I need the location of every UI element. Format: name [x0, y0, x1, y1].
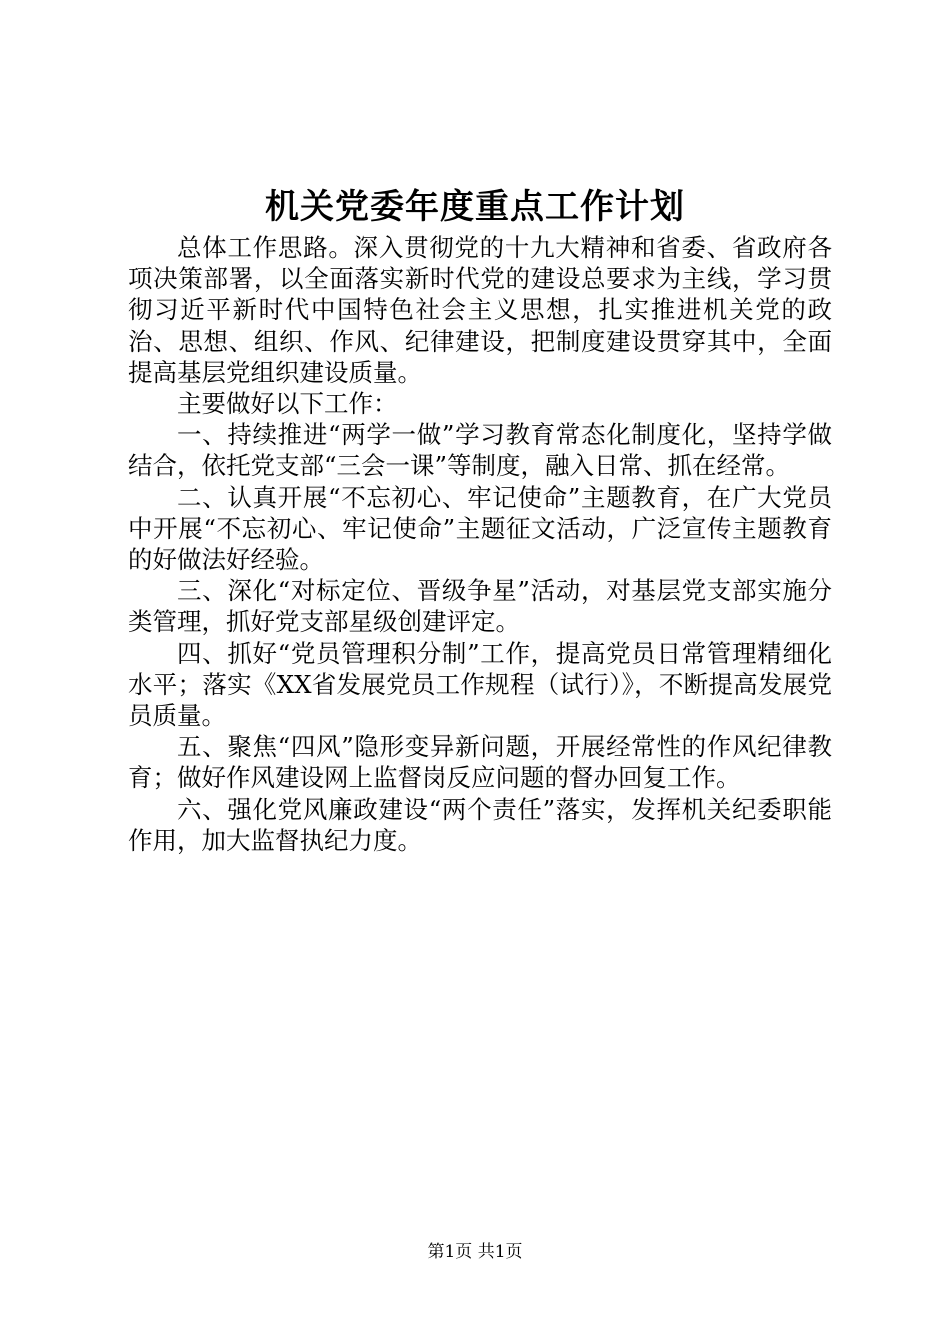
document-body [128, 232, 832, 856]
paragraph-intro: 主要做好以下工作： [177, 389, 398, 419]
document-title: 机关党委年度重点工作计划 [265, 187, 685, 227]
paragraph-overview: 总体工作思路。深入贯彻党的十九大精神和省委、省政府各项决策部署，以全面落实新时代党的建设总要求为主线，学习贯彻习近平新时代中国特色社会主义思想，扎实推进机关党的政治、思想、组织、作风、纪律建设，把制度建设贯穿其中，全面提高基层党组织建设质量。 [128, 233, 832, 387]
paragraph-item-3: 三、深化“对标定位、晋级争星”活动，对基层党支部实施分类管理，抓好党支部星级创建评定。 [128, 576, 832, 637]
paragraph-item-5: 五、聚焦“四风”隐形变异新问题，开展经常性的作风纪律教育；做好作风建设网上监督岗反应问题的督办回复工作。 [128, 732, 832, 793]
paragraph-item-1: 一、持续推进“两学一做”学习教育常态化制度化，坚持学做结合，依托党支部“三会一课”等制度，融入日常、抓在经常。 [128, 420, 832, 481]
paragraph-item-2: 二、认真开展“不忘初心、牢记使命”主题教育，在广大党员中开展“不忘初心、牢记使命”主题征文活动，广泛宣传主题教育的好做法好经验。 [128, 482, 832, 575]
paragraph-item-6: 六、强化党风廉政建设“两个责任”落实，发挥机关纪委职能作用，加大监督执纪力度。 [128, 794, 832, 855]
page-number-footer: 第1页 共1页 [427, 1242, 523, 1262]
paragraph-item-4: 四、抓好“党员管理积分制”工作，提高党员日常管理精细化水平；落实《XX省发展党员工作规程（试行）》，不断提高发展党员质量。 [128, 638, 832, 731]
